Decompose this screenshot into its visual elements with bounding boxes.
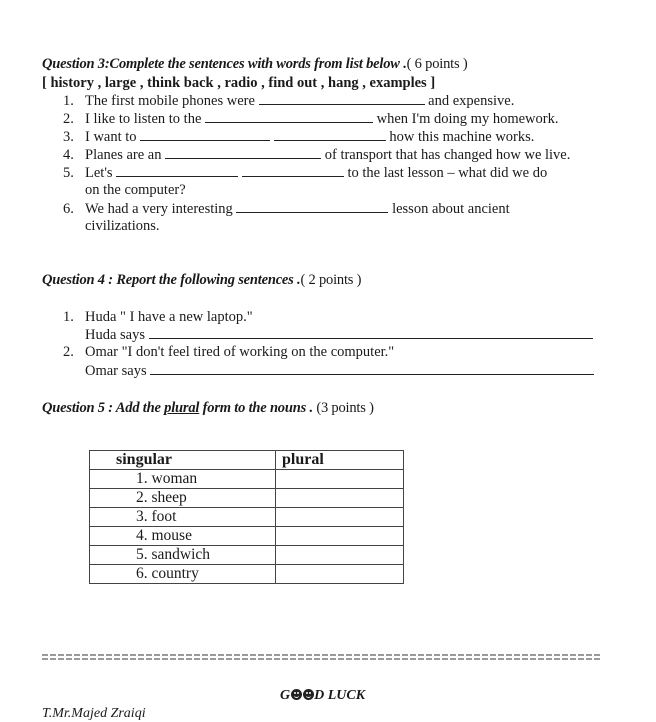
question-3-title: Question 3:Complete the sentences with words from list below . bbox=[42, 56, 407, 72]
plural-answer-cell[interactable] bbox=[276, 546, 404, 565]
answer-blank[interactable] bbox=[149, 326, 593, 339]
answer-blank[interactable] bbox=[150, 362, 594, 375]
answer-blank[interactable] bbox=[274, 128, 386, 141]
word-list: [ history , large , think back , radio , find out , hang , examples ] bbox=[42, 75, 436, 91]
question-5-heading: Question 5 : Add the plural form to the nouns . (3 points ) bbox=[42, 400, 374, 416]
singular-cell: 2. sheep bbox=[90, 489, 276, 508]
singular-cell: 5. sandwich bbox=[90, 546, 276, 565]
smiley-icon bbox=[303, 689, 314, 700]
table-row bbox=[90, 489, 404, 508]
question-3-points: ( 6 points ) bbox=[406, 56, 468, 72]
answer-blank[interactable] bbox=[205, 110, 373, 123]
plural-answer-cell[interactable] bbox=[276, 527, 404, 546]
q3-item-5: 5. Let's to the last lesson – what did we do bbox=[63, 165, 548, 181]
answer-blank[interactable] bbox=[140, 128, 270, 141]
q3-item-6-continued: civilizations. bbox=[85, 218, 160, 234]
answer-blank[interactable] bbox=[259, 92, 425, 105]
table-row bbox=[90, 565, 404, 584]
q4-item-2-quote: 2. Omar "I don't feel tired of working on the computer." bbox=[63, 344, 395, 360]
q3-item-4: 4. Planes are an of transport that has changed how we live. bbox=[63, 147, 571, 163]
singular-cell: 4. mouse bbox=[90, 527, 276, 546]
question-4-heading bbox=[42, 272, 361, 289]
smiley-icon bbox=[291, 689, 302, 700]
table-row bbox=[90, 527, 404, 546]
q3-item-5-continued: on the computer? bbox=[85, 182, 186, 198]
q4-item-2-answer: Omar says bbox=[85, 362, 594, 380]
table-row bbox=[90, 546, 404, 565]
question-3-heading bbox=[42, 56, 467, 73]
table-header-row bbox=[90, 451, 404, 470]
teacher-signature: T.Mr.Majed Zraiqi bbox=[42, 706, 146, 721]
double-dash-divider bbox=[42, 654, 602, 660]
singular-cell: 3. foot bbox=[90, 508, 276, 527]
plural-underlined: plural bbox=[164, 400, 200, 416]
plural-answer-cell[interactable] bbox=[276, 489, 404, 508]
q3-item-1: 1. The first mobile phones were and expensive. bbox=[63, 93, 515, 109]
singular-cell: 6. country bbox=[90, 565, 276, 584]
q3-item-2: 2. I like to listen to the when I'm doing my homework. bbox=[63, 111, 559, 127]
answer-blank[interactable] bbox=[242, 164, 344, 177]
q4-item-1-quote: 1. Huda " I have a new laptop." bbox=[63, 309, 253, 325]
plural-answer-cell[interactable] bbox=[276, 470, 404, 489]
question-5-points: (3 points ) bbox=[316, 400, 374, 416]
q4-item-1-answer: Huda says bbox=[85, 326, 593, 344]
q3-item-6: 6. We had a very interesting lesson about ancient bbox=[63, 201, 510, 217]
table-row bbox=[90, 508, 404, 527]
good-luck-text: G D LUCK bbox=[280, 688, 366, 703]
singular-cell: 1. woman bbox=[90, 470, 276, 489]
answer-blank[interactable] bbox=[236, 200, 388, 213]
plural-answer-cell[interactable] bbox=[276, 565, 404, 584]
answer-blank[interactable] bbox=[165, 146, 321, 159]
plural-answer-cell[interactable] bbox=[276, 508, 404, 527]
header-plural: plural bbox=[276, 451, 404, 470]
question-4-title: Question 4 : Report the following sentences . bbox=[42, 272, 301, 288]
q3-item-3: 3. I want to how this machine works. bbox=[63, 129, 535, 145]
table-row bbox=[90, 470, 404, 489]
nouns-table bbox=[89, 450, 404, 584]
header-singular: singular bbox=[90, 451, 276, 470]
question-4-points: ( 2 points ) bbox=[300, 272, 362, 288]
answer-blank[interactable] bbox=[116, 164, 238, 177]
